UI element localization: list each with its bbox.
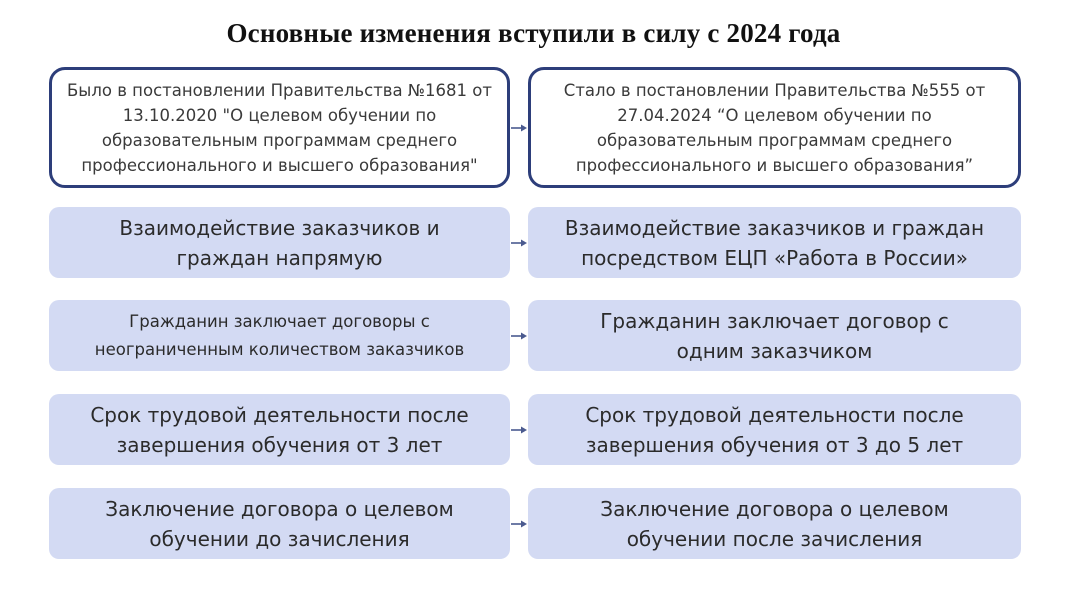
old-regulation-text: Было в постановлении Правительства №1681 от 13.10.2020 "О целевом обучении по образовательным программам среднего профессионального и высшего образования" — [66, 80, 492, 175]
arrow-right-icon — [511, 425, 528, 435]
change-before-text: Взаимодействие заказчиков и граждан напрямую — [119, 215, 440, 270]
new-regulation-text: Стало в постановлении Правительства №555 от 27.04.2024 “О целевом обучении по образовательным программам среднего профессионального и высшего образования” — [563, 80, 986, 175]
change-after-text: Заключение договора о целевом обучении после зачисления — [600, 496, 949, 551]
change-after-box — [528, 488, 1021, 559]
change-before-text: Заключение договора о целевом обучении до зачисления — [105, 496, 454, 551]
arrow-right-icon — [511, 238, 528, 248]
new-regulation-box — [528, 67, 1021, 188]
change-before-text: Гражданин заключает договоры с неограниченным количеством заказчиков — [94, 311, 465, 359]
old-regulation-box — [49, 67, 510, 188]
change-after-text: Взаимодействие заказчиков и граждан посредством ЕЦП «Работа в России» — [564, 215, 985, 270]
change-before-text: Срок трудовой деятельности после завершения обучения от 3 лет — [90, 402, 469, 457]
change-after-text: Срок трудовой деятельности после завершения обучения от 3 до 5 лет — [585, 402, 964, 457]
arrow-right-icon — [511, 331, 528, 341]
change-before-box — [49, 488, 510, 559]
change-before-box — [49, 394, 510, 465]
arrow-right-icon — [511, 519, 528, 529]
arrow-right-icon — [511, 123, 528, 133]
change-after-box — [528, 394, 1021, 465]
change-after-box — [528, 300, 1021, 371]
change-after-box — [528, 207, 1021, 278]
change-after-text: Гражданин заключает договор с одним заказчиком — [600, 308, 949, 363]
page-title: Основные изменения вступили в силу с 2024 года — [226, 18, 841, 48]
change-before-box — [49, 300, 510, 371]
change-before-box — [49, 207, 510, 278]
